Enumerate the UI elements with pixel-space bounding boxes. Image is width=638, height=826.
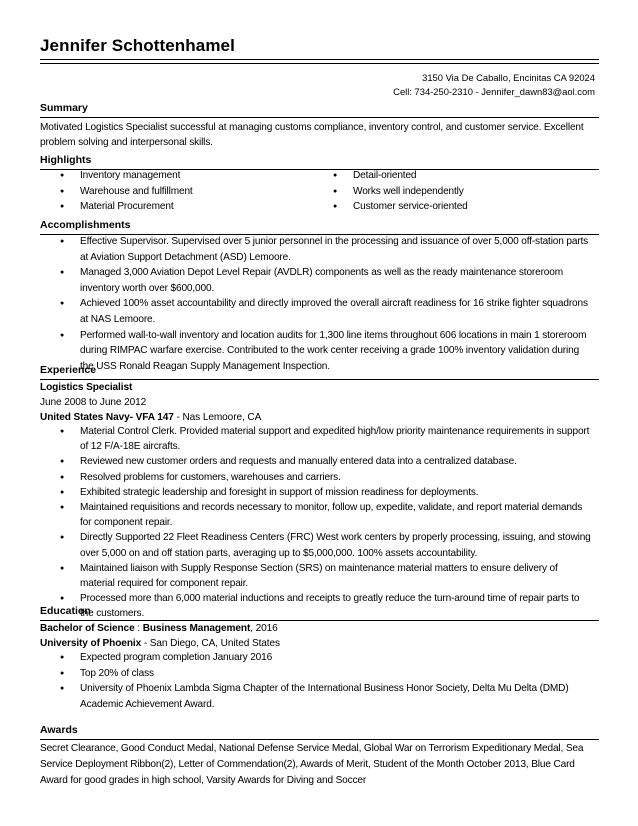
highlights-heading: Highlights — [40, 154, 92, 166]
awards-rule — [40, 739, 599, 740]
employer-name: United States Navy- VFA 147 — [40, 412, 174, 423]
contact-line: Cell: 734-250-2310 - Jennifer_dawn83@aol.com — [393, 86, 595, 97]
job-title: Logistics Specialist — [40, 382, 133, 393]
list-item: ● Achieved 100% asset accountability and directly improved the overall aircraft readiness for 16 strike fighter squadrons at NAS Lemoore. — [58, 296, 592, 327]
list-item: ● Material Procurement — [58, 199, 318, 215]
list-item: ● Effective Supervisor. Supervised over 5 junior personnel in the processing and issuance of over 5,000 off-station parts at Aviation Support Detachment (ASD) Lemoore. — [58, 234, 592, 265]
school-name: University of Phoenix — [40, 638, 142, 649]
awards-heading: Awards — [40, 724, 78, 736]
school-location: - San Diego, CA, United States — [141, 638, 280, 649]
summary-heading: Summary — [40, 102, 88, 114]
summary-rule — [40, 117, 599, 118]
education-list — [58, 650, 592, 712]
candidate-name: Jennifer Schottenhamel — [40, 36, 235, 55]
list-item: ● Warehouse and fulfillment — [58, 184, 318, 200]
list-item: ● Top 20% of class — [58, 666, 592, 682]
list-item: ● Processed more than 6,000 material inductions and receipts to greatly reduce the turn-around time of repair parts to the customers. — [58, 591, 592, 621]
list-item: ● Inventory management — [58, 168, 318, 184]
accomplishments-heading: Accomplishments — [40, 219, 131, 231]
list-item: ● Performed wall-to-wall inventory and location audits for 1,300 line items throughout 606 locations in main 1 storeroom during RIMPAC warfare exercise. Contributed to the work center receiving a grade 100% inventory validation during the USS Ronald Reagan Supply Management Inspection. — [58, 328, 592, 375]
school-line — [40, 636, 280, 651]
list-item: ● Detail-oriented — [331, 168, 591, 184]
education-heading: Education — [40, 605, 91, 617]
degree-name: Bachelor of Science — [40, 623, 135, 634]
accomplishments-list — [58, 234, 592, 374]
highlights-right-list — [331, 168, 591, 215]
degree-separator: : — [134, 623, 143, 634]
list-item: ● Directly Supported 22 Fleet Readiness Centers (FRC) West work centers by properly processing, issuing, and stowing over 5,000 on and off station parts, averaging up to $5,000,000. 100% assets accountability. — [58, 530, 592, 560]
job-dates: June 2008 to June 2012 — [40, 397, 147, 408]
list-item: ● University of Phoenix Lambda Sigma Chapter of the International Business Honor Society, Delta Mu Delta (DMD) Academic Achievement Award. — [58, 681, 592, 712]
list-item: ● Expected program completion January 2016 — [58, 650, 592, 666]
contact-block — [393, 71, 595, 99]
degree-major: Business Management — [142, 623, 251, 634]
list-item: ● Managed 3,000 Aviation Depot Level Repair (AVDLR) components as well as the ready maintenance storeroom inventory worth over $600,000. — [58, 265, 592, 296]
list-item: ● Customer service-oriented — [331, 199, 591, 215]
list-item: ● Maintained requisitions and records necessary to monitor, follow up, expedite, validate, and report material demands for component repair. — [58, 500, 592, 530]
summary-text: Motivated Logistics Specialist successful at managing customs compliance, inventory control, and customer service. Excellent problem solving and interpersonal skills. — [40, 122, 584, 149]
list-item: ● Reviewed new customer orders and requests and manually entered data into a centralized database. — [58, 454, 592, 469]
degree-line — [40, 621, 278, 636]
employer-line — [40, 410, 261, 425]
experience-heading: Experience — [40, 364, 97, 376]
list-item: ● Resolved problems for customers, warehouses and carriers. — [58, 470, 592, 485]
header-rule — [40, 59, 599, 64]
experience-list — [58, 424, 592, 622]
list-item: ● Material Control Clerk. Provided material support and expedited high/low priority maintenance requirements in support of 12 F/A-18E aircrafts. — [58, 424, 592, 454]
degree-year: , 2016 — [250, 623, 278, 634]
address-line: 3150 Via De Caballo, Encinitas CA 92024 — [422, 72, 595, 83]
list-item: ● Works well independently — [331, 184, 591, 200]
awards-text: Secret Clearance, Good Conduct Medal, National Defense Service Medal, Global War on Terrorism Expeditionary Medal, Sea Service Deployment Ribbon(2), Letter of Commendation(2), Awards of Merit, Student of the Month October 2013, Blue Card Award for good grades in high school, Varsity Awards for Diving and Soccer — [40, 743, 584, 786]
list-item: ● Exhibited strategic leadership and foresight in support of mission readiness for deployments. — [58, 485, 592, 500]
employer-location: - Nas Lemoore, CA — [173, 412, 262, 423]
highlights-left-list — [58, 168, 318, 215]
list-item: ● Maintained liaison with Supply Response Section (SRS) on maintenance material matters to ensure delivery of material required for component repair. — [58, 561, 592, 591]
